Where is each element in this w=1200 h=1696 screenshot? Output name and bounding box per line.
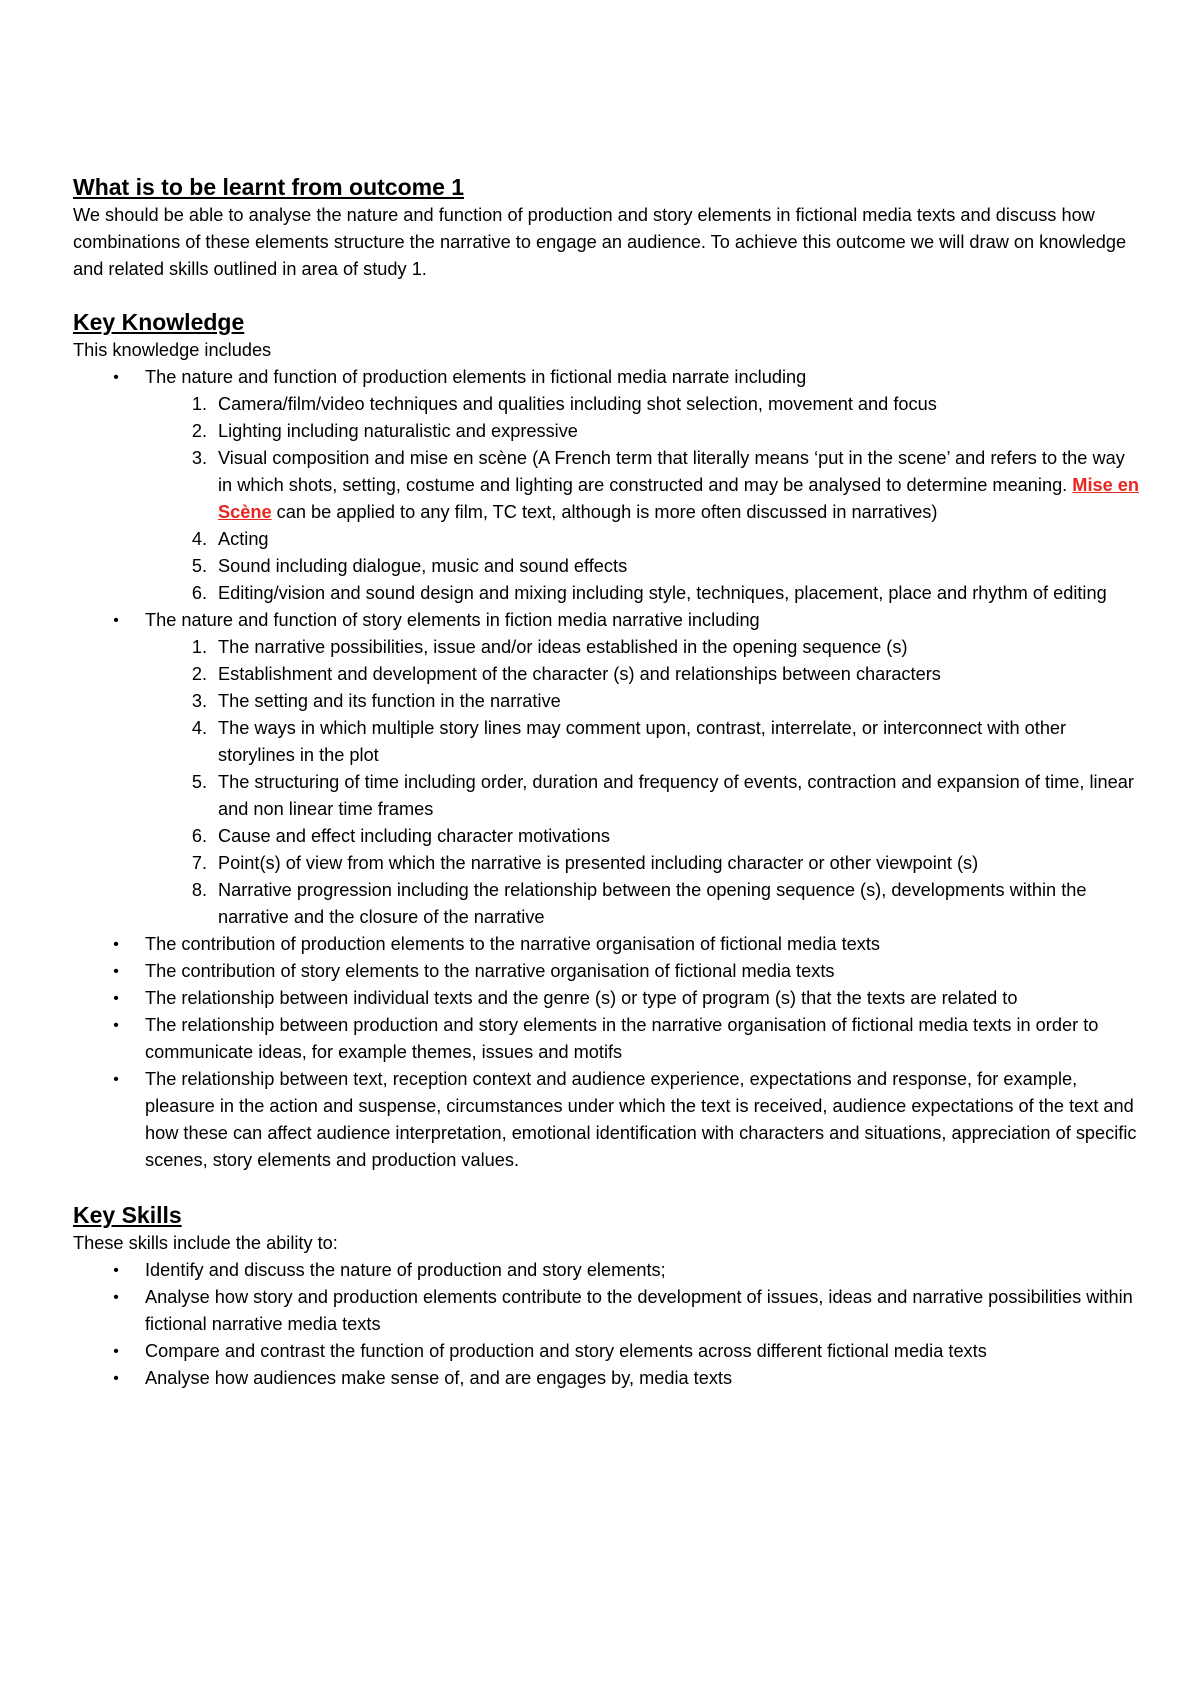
item-text: The relationship between production and story elements in the narrative organisation of fictional media texts in order to communicate ideas, for example themes, issues and motifs [145, 1015, 1099, 1062]
list-item [145, 823, 1141, 850]
bullet-icon: • [113, 1071, 119, 1088]
item-text: The setting and its function in the narrative [218, 691, 561, 711]
list-item [73, 1284, 1141, 1338]
item-text: The contribution of story elements to the narrative organisation of fictional media texts [145, 961, 835, 981]
list-item [73, 1338, 1141, 1365]
item-number: 3. [191, 691, 207, 711]
list-item [145, 769, 1141, 823]
item-number: 4. [191, 718, 207, 738]
list-item [145, 688, 1141, 715]
item-number: 3. [191, 448, 207, 468]
item-text: Sound including dialogue, music and sound effects [218, 556, 628, 576]
bullet-icon: • [113, 990, 119, 1007]
item-number: 8. [191, 880, 207, 900]
production-elements-list [145, 391, 1141, 607]
story-elements-list [145, 634, 1141, 931]
item-text: The contribution of production elements to the narrative organisation of fictional media texts [145, 934, 880, 954]
item-number: 7. [191, 853, 207, 873]
list-item [73, 364, 1141, 607]
production-elements-text: The nature and function of production elements in fictional media narrate including [145, 367, 807, 387]
key-knowledge-list [73, 364, 1141, 1174]
item-text: can be applied to any film, TC text, although is more often discussed in narratives) [271, 502, 938, 522]
list-item [145, 526, 1141, 553]
item-text: The ways in which multiple story lines may comment upon, contrast, interrelate, or interconnect with other storylines in the plot [218, 718, 1067, 765]
item-number: 1. [191, 394, 207, 414]
item-text: Compare and contrast the function of production and story elements across different fictional media texts [145, 1341, 987, 1361]
list-item [73, 1012, 1141, 1066]
document-content [73, 172, 1141, 1392]
item-text: Lighting including naturalistic and expressive [218, 421, 578, 441]
list-item [145, 418, 1141, 445]
list-item [145, 580, 1141, 607]
item-text: The narrative possibilities, issue and/or ideas established in the opening sequence (s) [218, 637, 908, 657]
list-item [73, 985, 1141, 1012]
list-item [73, 1066, 1141, 1174]
outcome-body: We should be able to analyse the nature and function of production and story elements in fictional media texts and discuss how combinations of these elements structure the narrative to engage an audience. To achieve this outcome we will draw on knowledge and related skills outlined in area of study 1. [73, 205, 1127, 279]
item-text: Editing/vision and sound design and mixing including style, techniques, placement, place and rhythm of editing [218, 583, 1107, 603]
item-text: The relationship between individual texts and the genre (s) or type of program (s) that the texts are related to [145, 988, 1018, 1008]
list-item [73, 1365, 1141, 1392]
list-item [145, 715, 1141, 769]
outcome-heading: What is to be learnt from outcome 1 [73, 174, 465, 200]
list-item [145, 391, 1141, 418]
bullet-icon: • [113, 369, 119, 386]
item-number: 5. [191, 772, 207, 792]
bullet-icon: • [113, 1343, 119, 1360]
mise-en-scene-link[interactable]: Mise en Scène [218, 475, 1140, 522]
bullet-icon: • [113, 1017, 119, 1034]
item-text: The relationship between text, reception context and audience experience, expectations and response, for example, pleasure in the action and suspense, circumstances under which the text is received, audience expectations of the text and how these can affect audience interpretation, emotional identification with characters and situations, appreciation of specific scenes, story elements and production values. [145, 1069, 1137, 1170]
bullet-icon: • [113, 1262, 119, 1279]
key-skills-intro: These skills include the ability to: [73, 1233, 338, 1253]
item-number: 6. [191, 583, 207, 603]
item-text: Acting [218, 529, 269, 549]
list-item [145, 661, 1141, 688]
list-item [145, 553, 1141, 580]
item-number: 1. [191, 637, 207, 657]
item-number: 5. [191, 556, 207, 576]
list-item [145, 634, 1141, 661]
item-text: Analyse how audiences make sense of, and are engages by, media texts [145, 1368, 733, 1388]
item-number: 4. [191, 529, 207, 549]
list-item [145, 445, 1141, 526]
item-text: Camera/film/video techniques and qualities including shot selection, movement and focus [218, 394, 937, 414]
list-item [145, 850, 1141, 877]
bullet-icon: • [113, 963, 119, 980]
item-number: 6. [191, 826, 207, 846]
list-item [73, 958, 1141, 985]
key-skills-list [73, 1257, 1141, 1392]
list-item [145, 877, 1141, 931]
story-elements-text: The nature and function of story elements in fiction media narrative including [145, 610, 760, 630]
item-text: Narrative progression including the relationship between the opening sequence (s), developments within the narrative and the closure of the narrative [218, 880, 1087, 927]
key-skills-heading: Key Skills [73, 1202, 182, 1228]
key-knowledge-heading: Key Knowledge [73, 309, 245, 335]
item-text: Visual composition and mise en scène (A French term that literally means ‘put in the scene’ and refers to the way in which shots, setting, costume and lighting are constructed and may be analysed to determine meaning. [218, 448, 1125, 495]
bullet-icon: • [113, 936, 119, 953]
item-text: The structuring of time including order, duration and frequency of events, contraction and expansion of time, linear and non linear time frames [218, 772, 1134, 819]
item-text: Analyse how story and production elements contribute to the development of issues, ideas and narrative possibilities within fictional narrative media texts [145, 1287, 1133, 1334]
item-number: 2. [191, 421, 207, 441]
list-item [73, 931, 1141, 958]
list-item [73, 1257, 1141, 1284]
bullet-icon: • [113, 612, 119, 629]
list-item [73, 607, 1141, 931]
item-text: Point(s) of view from which the narrative is presented including character or other viewpoint (s) [218, 853, 979, 873]
bullet-icon: • [113, 1289, 119, 1306]
item-text: Cause and effect including character motivations [218, 826, 610, 846]
bullet-icon: • [113, 1370, 119, 1387]
key-knowledge-intro: This knowledge includes [73, 340, 272, 360]
item-text: Establishment and development of the character (s) and relationships between characters [218, 664, 941, 684]
item-number: 2. [191, 664, 207, 684]
item-text: Identify and discuss the nature of production and story elements; [145, 1260, 666, 1280]
